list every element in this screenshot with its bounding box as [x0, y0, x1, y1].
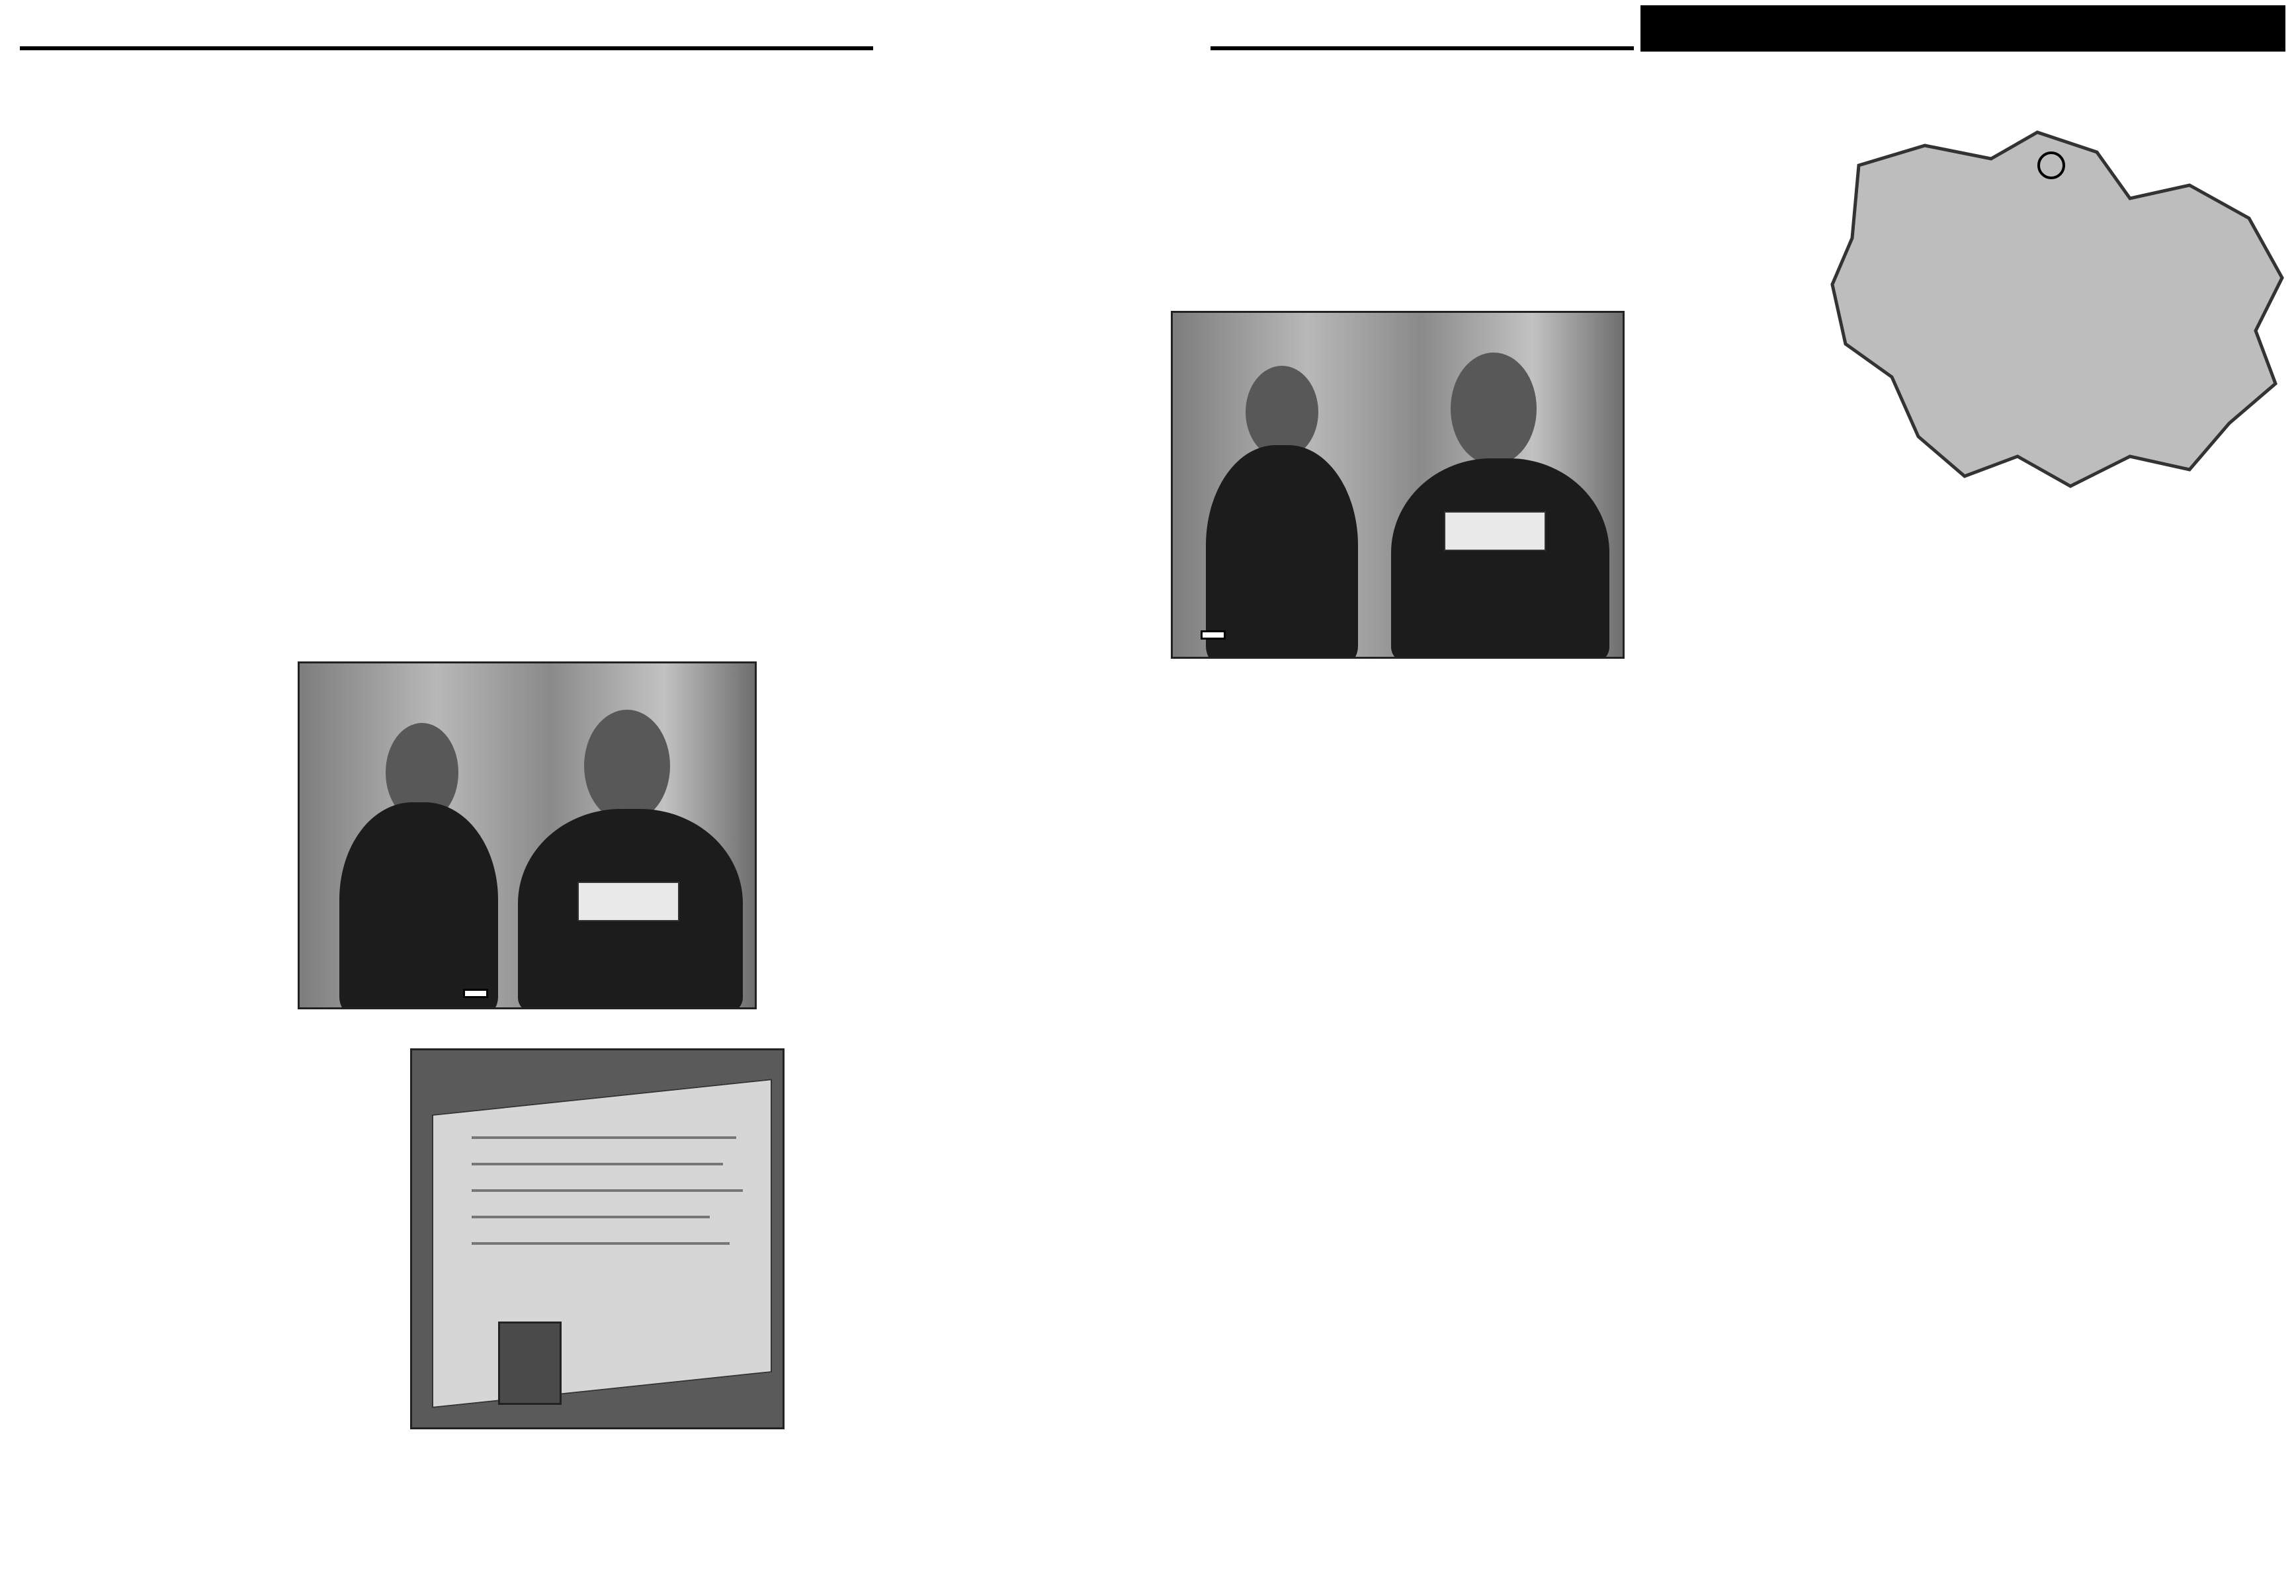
prisoner-number-plate — [577, 882, 679, 921]
photo-nazimov — [1171, 311, 1625, 659]
photo-verdict-document — [410, 1048, 785, 1429]
header-rule-right — [1211, 46, 1634, 50]
photo-telishevsky — [298, 661, 757, 1009]
party-card-icon — [498, 1322, 562, 1405]
header-rule — [20, 46, 873, 50]
photo-caption-nazimov — [1201, 630, 1226, 640]
series-banner — [1640, 5, 2285, 52]
photo-caption-telishevsky — [463, 989, 488, 998]
prisoner-number-plate — [1444, 511, 1546, 551]
newspaper-logo — [2031, 129, 2256, 228]
logo-emblem-icon — [2037, 151, 2065, 179]
